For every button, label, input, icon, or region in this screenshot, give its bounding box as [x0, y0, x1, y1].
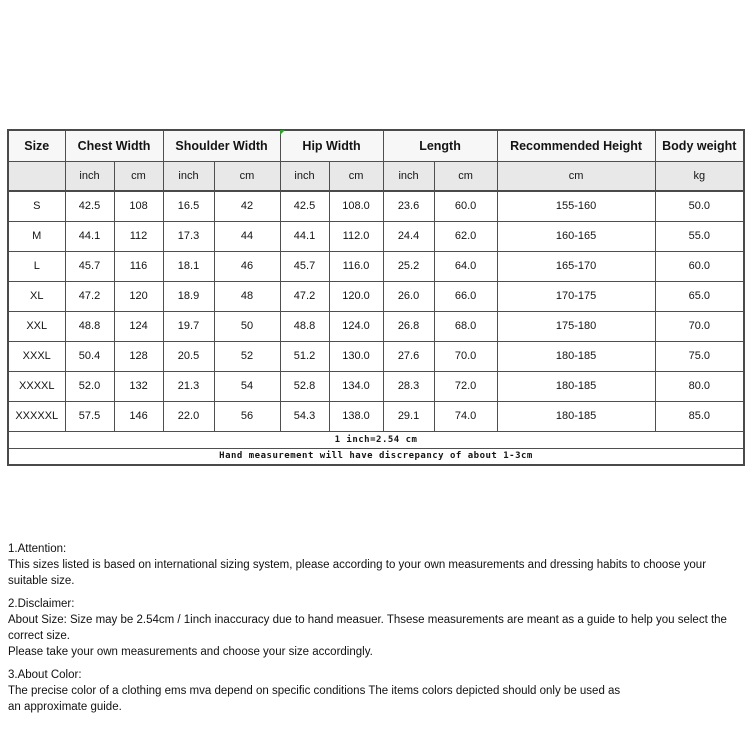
size-row-xxl: [8, 311, 744, 341]
size-row-m: [8, 221, 744, 251]
value-cell: 120.0: [329, 281, 383, 311]
value-cell: 42.5: [65, 191, 114, 221]
value-cell: 80.0: [655, 371, 744, 401]
size-row-xxxl: [8, 341, 744, 371]
note-title-2: 2.Disclaimer:: [8, 598, 75, 610]
green-flag-marker: [280, 130, 285, 135]
size-row-xl: [8, 281, 744, 311]
value-cell: 19.7: [163, 311, 214, 341]
size-cell: S: [8, 191, 65, 221]
value-cell: 128: [114, 341, 163, 371]
value-cell: 74.0: [434, 401, 497, 431]
value-cell: 155-160: [497, 191, 655, 221]
note-line-2-2: Please take your own measurements and choose your size accordingly.: [8, 646, 373, 658]
unit-cell-shoulder-width-inch: inch: [163, 161, 214, 191]
notes-section: [8, 541, 744, 722]
value-cell: 112: [114, 221, 163, 251]
value-cell: 62.0: [434, 221, 497, 251]
value-cell: 72.0: [434, 371, 497, 401]
unit-cell-body-weight-kg: kg: [655, 161, 744, 191]
value-cell: 46: [214, 251, 280, 281]
value-cell: 51.2: [280, 341, 329, 371]
value-cell: 68.0: [434, 311, 497, 341]
unit-cell-length-cm: cm: [434, 161, 497, 191]
value-cell: 22.0: [163, 401, 214, 431]
value-cell: 23.6: [383, 191, 434, 221]
size-cell: XXXXL: [8, 371, 65, 401]
value-cell: 25.2: [383, 251, 434, 281]
value-cell: 180-185: [497, 371, 655, 401]
value-cell: 54: [214, 371, 280, 401]
header-group-shoulder-width: Shoulder Width: [163, 130, 280, 161]
value-cell: 18.9: [163, 281, 214, 311]
value-cell: 64.0: [434, 251, 497, 281]
size-chart-footnotes: [8, 431, 744, 465]
value-cell: 45.7: [65, 251, 114, 281]
value-cell: 180-185: [497, 341, 655, 371]
unit-cell-recommended-height-cm: cm: [497, 161, 655, 191]
size-chart-table: [7, 129, 745, 466]
value-cell: 29.1: [383, 401, 434, 431]
value-cell: 65.0: [655, 281, 744, 311]
footnote-cell-1: 1 inch=2.54 cm: [8, 431, 744, 448]
note-1: [8, 541, 744, 589]
value-cell: 124.0: [329, 311, 383, 341]
value-cell: 160-165: [497, 221, 655, 251]
value-cell: 180-185: [497, 401, 655, 431]
value-cell: 175-180: [497, 311, 655, 341]
value-cell: 47.2: [65, 281, 114, 311]
note-line-3-2: an approximate guide.: [8, 701, 122, 713]
size-row-s: [8, 191, 744, 221]
size-cell: XXL: [8, 311, 65, 341]
value-cell: 108: [114, 191, 163, 221]
size-row-xxxxxl: [8, 401, 744, 431]
value-cell: 48.8: [65, 311, 114, 341]
value-cell: 124: [114, 311, 163, 341]
header-group-hip-width: Hip Width: [280, 130, 383, 161]
header-group-chest-width: Chest Width: [65, 130, 163, 161]
note-2: [8, 596, 744, 660]
value-cell: 44.1: [280, 221, 329, 251]
value-cell: 52: [214, 341, 280, 371]
value-cell: 57.5: [65, 401, 114, 431]
footnote-row-1: [8, 431, 744, 448]
value-cell: 48: [214, 281, 280, 311]
value-cell: 50: [214, 311, 280, 341]
unit-cell-chest-width-cm: cm: [114, 161, 163, 191]
value-cell: 48.8: [280, 311, 329, 341]
value-cell: 54.3: [280, 401, 329, 431]
footnote-row-2: [8, 448, 744, 465]
value-cell: 47.2: [280, 281, 329, 311]
value-cell: 26.0: [383, 281, 434, 311]
value-cell: 132: [114, 371, 163, 401]
value-cell: 50.0: [655, 191, 744, 221]
value-cell: 27.6: [383, 341, 434, 371]
header-size: Size: [8, 130, 65, 161]
value-cell: 60.0: [434, 191, 497, 221]
size-cell: M: [8, 221, 65, 251]
value-cell: 146: [114, 401, 163, 431]
value-cell: 52.0: [65, 371, 114, 401]
note-line-2-1: About Size: Size may be 2.54cm / 1inch inaccuracy due to hand measuer. Thsese measurements are meant as a guide to help you select the correct size.: [8, 614, 727, 642]
size-chart-body: [8, 191, 744, 431]
value-cell: 52.8: [280, 371, 329, 401]
value-cell: 75.0: [655, 341, 744, 371]
value-cell: 24.4: [383, 221, 434, 251]
unit-cell-chest-width-inch: inch: [65, 161, 114, 191]
value-cell: 18.1: [163, 251, 214, 281]
note-line-1-1: This sizes listed is based on international sizing system, please according to your own measurements and dressing habits to choose your suitable size.: [8, 559, 707, 587]
value-cell: 170-175: [497, 281, 655, 311]
value-cell: 108.0: [329, 191, 383, 221]
note-title-3: 3.About Color:: [8, 669, 82, 681]
value-cell: 55.0: [655, 221, 744, 251]
unit-cell-hip-width-inch: inch: [280, 161, 329, 191]
value-cell: 116.0: [329, 251, 383, 281]
value-cell: 70.0: [655, 311, 744, 341]
value-cell: 17.3: [163, 221, 214, 251]
value-cell: 116: [114, 251, 163, 281]
value-cell: 120: [114, 281, 163, 311]
size-chart-header: [8, 130, 744, 191]
value-cell: 44: [214, 221, 280, 251]
size-cell: XXXXXL: [8, 401, 65, 431]
value-cell: 50.4: [65, 341, 114, 371]
header-row-units: [8, 161, 744, 191]
value-cell: 20.5: [163, 341, 214, 371]
value-cell: 138.0: [329, 401, 383, 431]
header-size-unit-empty: [8, 161, 65, 191]
value-cell: 85.0: [655, 401, 744, 431]
header-group-length: Length: [383, 130, 497, 161]
value-cell: 45.7: [280, 251, 329, 281]
size-row-l: [8, 251, 744, 281]
value-cell: 44.1: [65, 221, 114, 251]
value-cell: 26.8: [383, 311, 434, 341]
value-cell: 70.0: [434, 341, 497, 371]
size-row-xxxxl: [8, 371, 744, 401]
value-cell: 134.0: [329, 371, 383, 401]
header-row-groups: [8, 130, 744, 161]
unit-cell-length-inch: inch: [383, 161, 434, 191]
size-cell: XL: [8, 281, 65, 311]
note-line-3-1: The precise color of a clothing ems mva depend on specific conditions The items colors depicted should only be used as: [8, 685, 621, 697]
unit-cell-hip-width-cm: cm: [329, 161, 383, 191]
value-cell: 60.0: [655, 251, 744, 281]
value-cell: 56: [214, 401, 280, 431]
value-cell: 16.5: [163, 191, 214, 221]
unit-cell-shoulder-width-cm: cm: [214, 161, 280, 191]
value-cell: 28.3: [383, 371, 434, 401]
header-group-body-weight: Body weight: [655, 130, 744, 161]
value-cell: 66.0: [434, 281, 497, 311]
header-group-recommended-height: Recommended Height: [497, 130, 655, 161]
value-cell: 112.0: [329, 221, 383, 251]
value-cell: 165-170: [497, 251, 655, 281]
footnote-cell-2: Hand measurement will have discrepancy of about 1-3cm: [8, 448, 744, 465]
value-cell: 42: [214, 191, 280, 221]
value-cell: 42.5: [280, 191, 329, 221]
size-cell: XXXL: [8, 341, 65, 371]
size-cell: L: [8, 251, 65, 281]
note-title-1: 1.Attention:: [8, 543, 67, 555]
note-3: [8, 667, 744, 715]
value-cell: 130.0: [329, 341, 383, 371]
value-cell: 21.3: [163, 371, 214, 401]
